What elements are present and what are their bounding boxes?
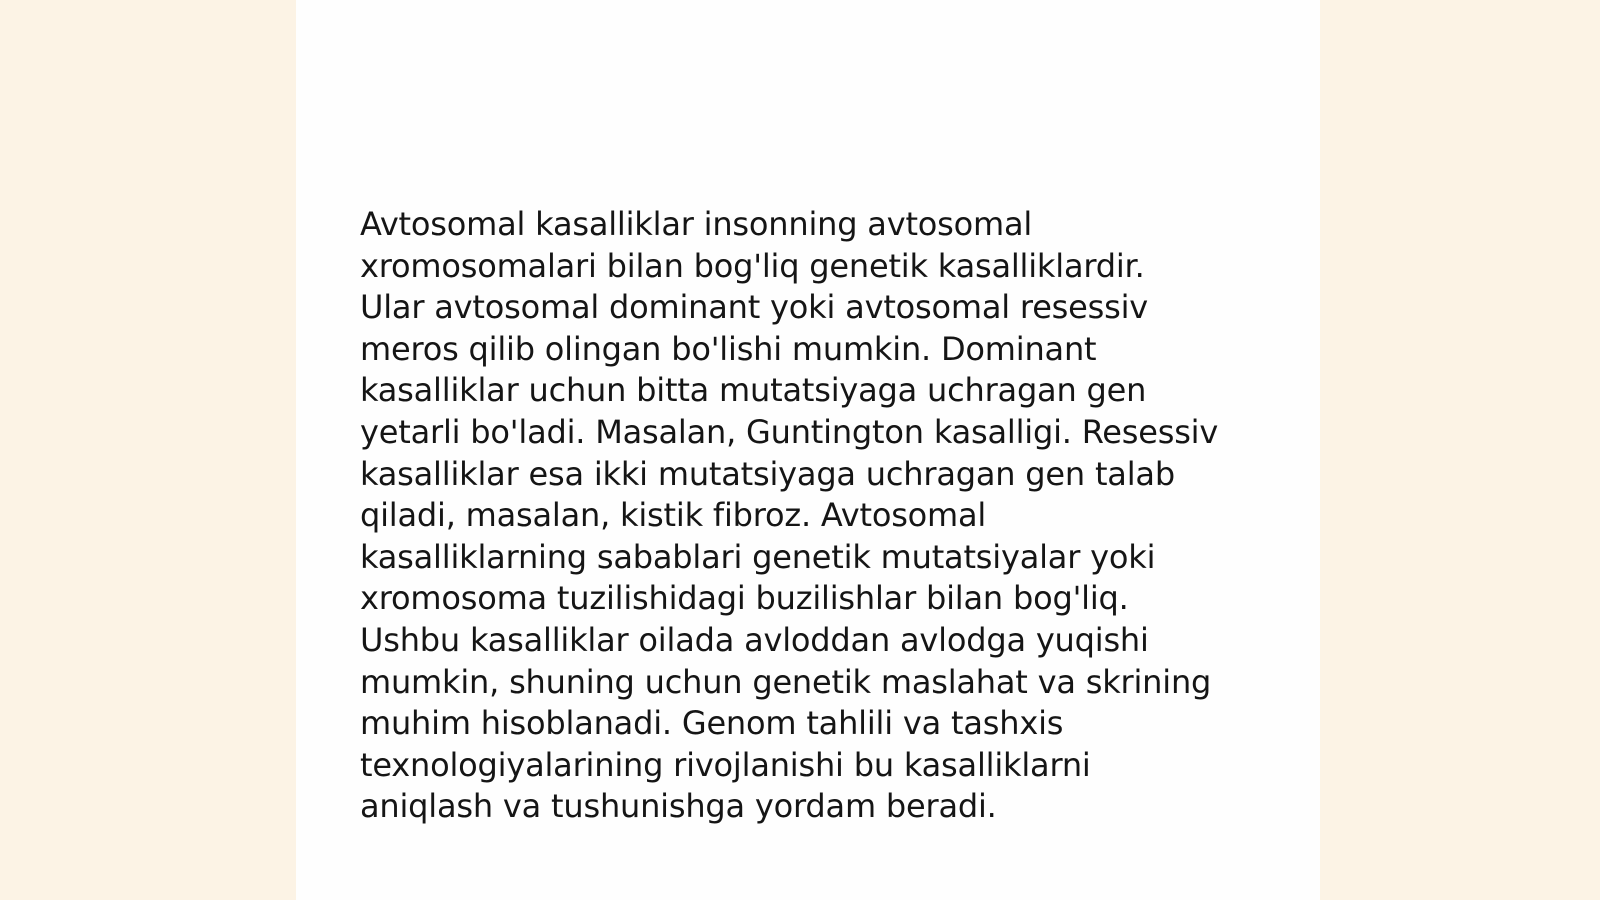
body-line: xromosomalari bilan bog'liq genetik kasalliklardir. [360, 246, 1145, 285]
body-line: kasalliklar uchun bitta mutatsiyaga uchragan gen [360, 371, 1147, 410]
body-line: Ushbu kasalliklar oilada avloddan avlodga yuqishi [360, 620, 1149, 659]
body-line: kasalliklarning sabablari genetik mutatsiyalar yoki [360, 537, 1156, 576]
body-line: kasalliklar esa ikki mutatsiyaga uchragan gen talab [360, 454, 1175, 493]
slide-page [296, 0, 1320, 900]
body-line: xromosoma tuzilishidagi buzilishlar bilan bog'liq. [360, 579, 1129, 618]
body-line: meros qilib olingan bo'lishi mumkin. Dominant [360, 329, 1097, 368]
slide-body-text [360, 204, 1260, 828]
body-line: aniqlash va tushunishga yordam beradi. [360, 787, 997, 826]
body-line: Ular avtosomal dominant yoki avtosomal resessiv [360, 288, 1149, 327]
body-line: texnologiyalarining rivojlanishi bu kasalliklarni [360, 745, 1091, 784]
body-line: Avtosomal kasalliklar insonning avtosomal [360, 205, 1033, 243]
body-line: muhim hisoblanadi. Genom tahlili va tashxis [360, 704, 1064, 743]
body-line: mumkin, shuning uchun genetik maslahat va skrining [360, 662, 1212, 701]
body-line: qiladi, masalan, kistik fibroz. Avtosomal [360, 496, 987, 535]
body-line: yetarli bo'ladi. Masalan, Guntington kasalligi. Resessiv [360, 412, 1219, 451]
